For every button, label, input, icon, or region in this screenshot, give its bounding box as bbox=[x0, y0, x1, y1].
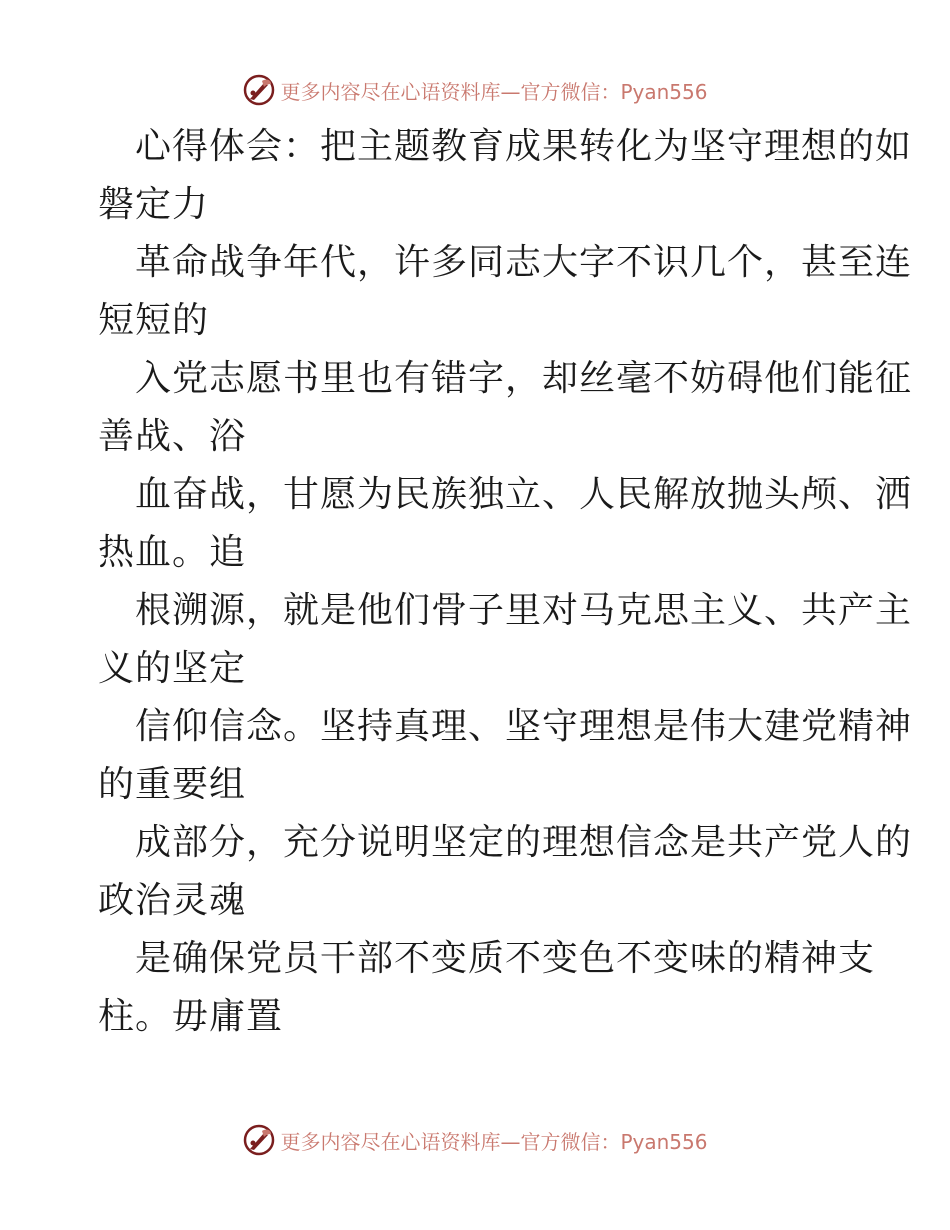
paragraph-line: 热血。追 bbox=[98, 532, 247, 573]
footer-banner-text: 更多内容尽在心语资料库—官方微信：Pyan556 bbox=[280, 1129, 708, 1154]
document-body bbox=[98, 118, 913, 1046]
paragraph bbox=[98, 234, 913, 350]
paragraph-line: 心得体会：把主题教育成果转化为坚守理想的如 bbox=[135, 126, 913, 167]
paragraph-line: 磐定力 bbox=[98, 184, 210, 225]
footer-banner bbox=[0, 1120, 950, 1160]
header-banner-text: 更多内容尽在心语资料库—官方微信：Pyan556 bbox=[280, 79, 708, 104]
paragraph bbox=[98, 814, 913, 930]
header-banner bbox=[0, 70, 950, 110]
quill-logo-icon bbox=[242, 73, 276, 107]
paragraph bbox=[98, 118, 913, 234]
paragraph-line: 革命战争年代，许多同志大字不识几个，甚至连 bbox=[135, 242, 913, 283]
paragraph-line: 义的坚定 bbox=[98, 648, 247, 689]
paragraph-line: 短短的 bbox=[98, 300, 210, 341]
paragraph bbox=[98, 582, 913, 698]
paragraph-line: 入党志愿书里也有错字，却丝毫不妨碍他们能征 bbox=[135, 358, 913, 399]
paragraph-line: 是确保党员干部不变质不变色不变味的精神支 bbox=[135, 938, 876, 979]
paragraph-line: 善战、浴 bbox=[98, 416, 247, 457]
paragraph bbox=[98, 698, 913, 814]
quill-logo-icon bbox=[242, 1123, 276, 1157]
paragraph-line: 柱。毋庸置 bbox=[98, 996, 284, 1037]
paragraph bbox=[98, 466, 913, 582]
paragraph-line: 血奋战，甘愿为民族独立、人民解放抛头颅、洒 bbox=[135, 474, 913, 515]
paragraph-line: 信仰信念。坚持真理、坚守理想是伟大建党精神 bbox=[135, 706, 913, 747]
paragraph bbox=[98, 930, 876, 1046]
paragraph-line: 根溯源，就是他们骨子里对马克思主义、共产主 bbox=[135, 590, 913, 631]
paragraph-line: 成部分，充分说明坚定的理想信念是共产党人的 bbox=[135, 822, 913, 863]
paragraph-line: 的重要组 bbox=[98, 764, 247, 805]
paragraph bbox=[98, 350, 913, 466]
paragraph-line: 政治灵魂 bbox=[98, 880, 247, 921]
